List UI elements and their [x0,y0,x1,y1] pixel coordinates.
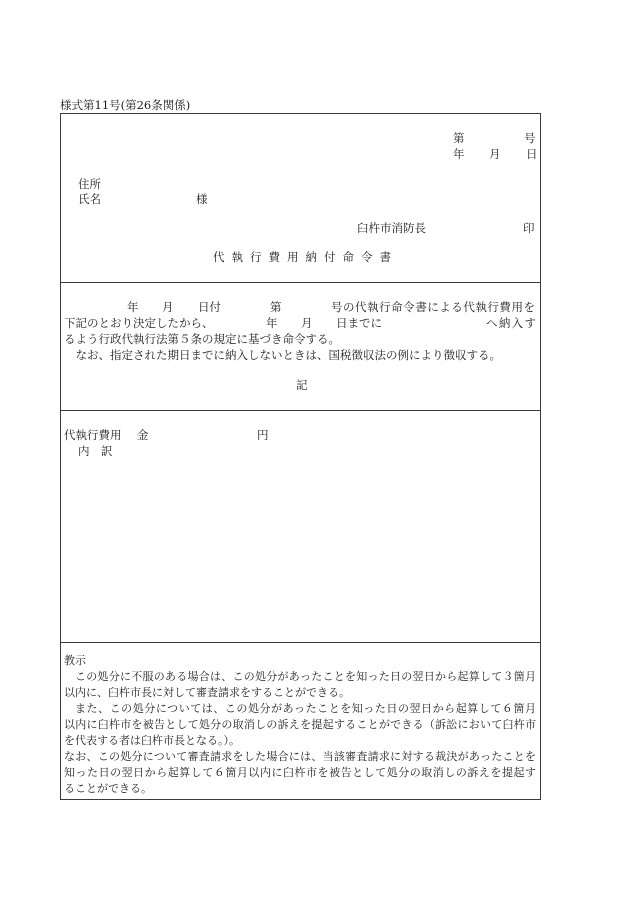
instruction-line: 以内に、臼杵市長に対して審査請求をすることができる。 [64,686,350,699]
order-line2-payee-suffix: へ納入す [486,316,536,330]
order-line2-year: 年 [266,316,278,330]
order-line1-number-prefix: 第 [270,300,282,314]
document-title: 代執行費用納付命令書 [213,250,391,264]
document-number-suffix: 号 [524,131,536,145]
address-label: 住所 [78,177,101,191]
order-line4: なお、指定された期日までに納入しないときは、国税徴収法の例により徴収する。 [75,348,501,362]
form-caption: 様式第11号(第26条関係) [60,98,191,112]
order-line2-month: 月 [301,316,313,330]
amount-prefix: 金 [137,428,149,442]
issue-date-day: 日 [526,147,538,161]
instruction-line: 知った日の翌日から起算して６箇月以内に臼杵市を被告として処分の取消しの訴えを提起す [64,766,536,779]
seal-mark: 印 [523,221,535,235]
note-heading: 記 [296,378,308,392]
order-line2-day: 日までに [336,316,382,330]
honorific: 様 [196,192,208,206]
instruction-line: を代表する者は臼杵市長となる。）。 [64,734,240,747]
instruction-heading: 教示 [64,654,86,667]
order-line1-text: 号の代執行命令書による代執行費用を [331,300,535,314]
order-line3: るよう行政代執行法第５条の規定に基づき命令する。 [64,332,340,346]
cost-label: 代執行費用 [64,428,122,442]
instruction-line: 以内に臼杵市を被告として処分の取消しの訴えを提起することができる（訴訟において臼杵市 [64,718,536,731]
instruction-line: なお、この処分について審査請求をした場合には、当該審査請求に対する裁決があったことを [64,750,536,763]
order-line1-year: 年 [127,300,139,314]
instruction-line: ることができる。 [64,782,152,795]
issue-date-year: 年 [453,147,465,161]
issuer-name: 臼杵市消防長 [357,221,426,235]
order-line1-month: 月 [162,300,174,314]
name-label: 氏名 [78,192,101,206]
issue-date-month: 月 [489,147,501,161]
breakdown-label: 内 訳 [78,444,113,458]
order-section [61,283,540,410]
currency-unit: 円 [257,428,269,442]
instruction-line: また、この処分については、この処分があったことを知った日の翌日から起算して６箇月 [75,702,536,715]
instruction-line: この処分に不服のある場合は、この処分があったことを知った日の翌日から起算して３箇月 [75,670,536,683]
document-number-prefix: 第 [453,131,465,145]
order-line2-text: 下記のとおり決定したから、 [64,316,214,330]
costs-section [61,411,540,642]
instruction-section [61,643,540,799]
form-frame [60,113,541,800]
order-line1-day: 日付 [198,300,221,314]
header-section [61,114,540,282]
